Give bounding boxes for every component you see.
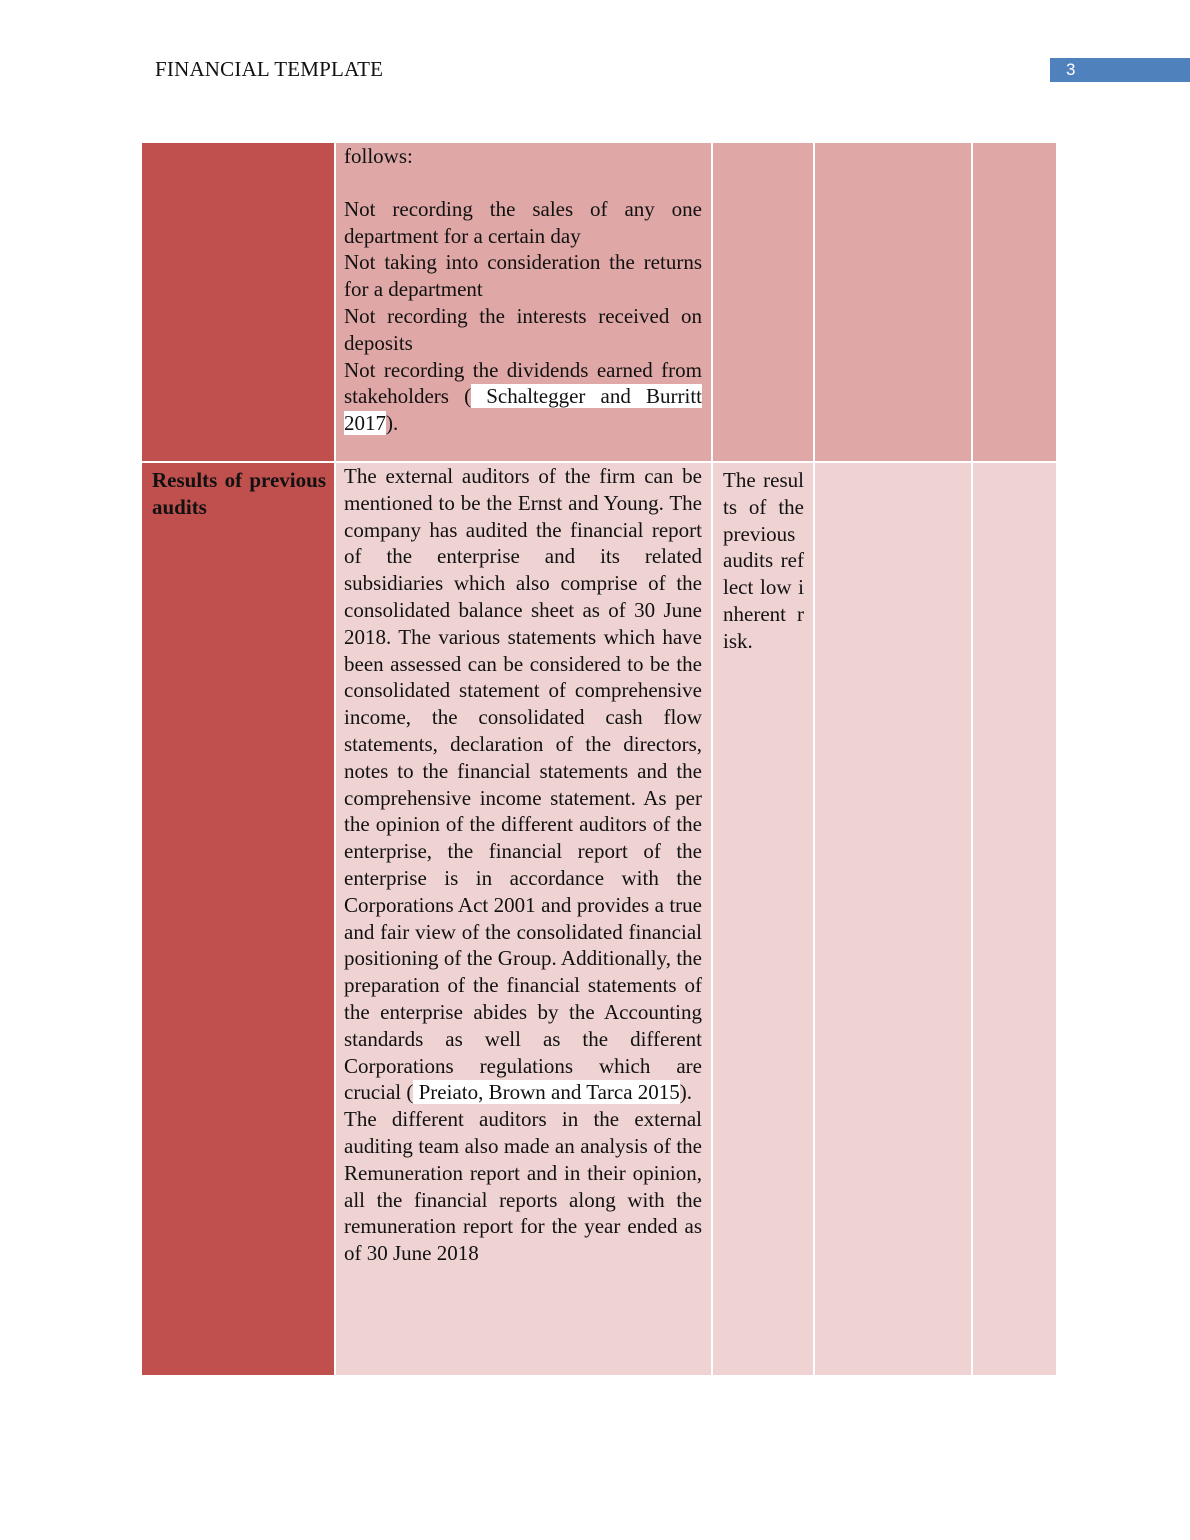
empty-cell [972,142,1057,462]
row-label-cell [141,462,335,1376]
lead-text: follows: [344,144,413,168]
assessment-cell [712,142,814,462]
citation-suffix: ). [386,411,399,436]
empty-cell [972,462,1057,1376]
list-item [344,357,702,437]
list-item: Not recording the interests received on deposits [344,303,702,355]
empty-cell [814,462,972,1376]
table-row [141,142,1057,462]
assessment-cell [712,462,814,1376]
description-cell [335,462,712,1376]
table-row [141,462,1057,1376]
header-title: FINANCIAL TEMPLATE [155,57,384,81]
paragraph [344,463,702,1106]
row-label: Results of previous audits [152,468,326,519]
paragraph-text: The external auditors of the firm can be mentioned to be the Ernst and Young. The company has audited the financial report of the enterprise and its related subsidiaries which also comprise of the consolidated balance sheet as of 30 June 2018. The various statements which have been assessed can be considered to be the consolidated statement of comprehensive income, the consolidated cash flow statements, declaration of the directors, notes to the financial statements and the comprehensive income statement. As per the opinion of the different auditors of the enterprise, the financial report of the enterprise is in accordance with the Corporations Act 2001 and provides a true and fair view of the consolidated financial positioning of the Group. Additionally, the preparation of the financial statements of the enterprise abides by the Accounting standards as well as the different Corporations regulations which are crucial ( [344,464,702,1105]
list-item: Not taking into consideration the returns for a department [344,250,702,302]
row-label-cell [141,142,335,462]
description-cell [335,142,712,462]
assessment-text: The results of the previous audits reflect low inherent risk. [723,468,804,653]
paragraph: The different auditors in the external auditing team also made an analysis of the Remuneration report and in their opinion, all the financial reports along with the remuneration report for the year ended as of 30 June 2018 [344,1107,702,1266]
citation-suffix: ). [679,1080,693,1105]
empty-cell [814,142,972,462]
citation: Preiato, Brown and Tarca 2015 [413,1080,680,1105]
audit-risk-table [140,141,1058,1377]
citation: Schaltegger and Burritt 2017 [344,384,702,436]
page-number: 3 [1050,58,1190,82]
list-item: Not recording the sales of any one department for a certain day [344,196,702,248]
list-item-text: Not recording the dividends earned from stakeholders ( [344,357,702,409]
